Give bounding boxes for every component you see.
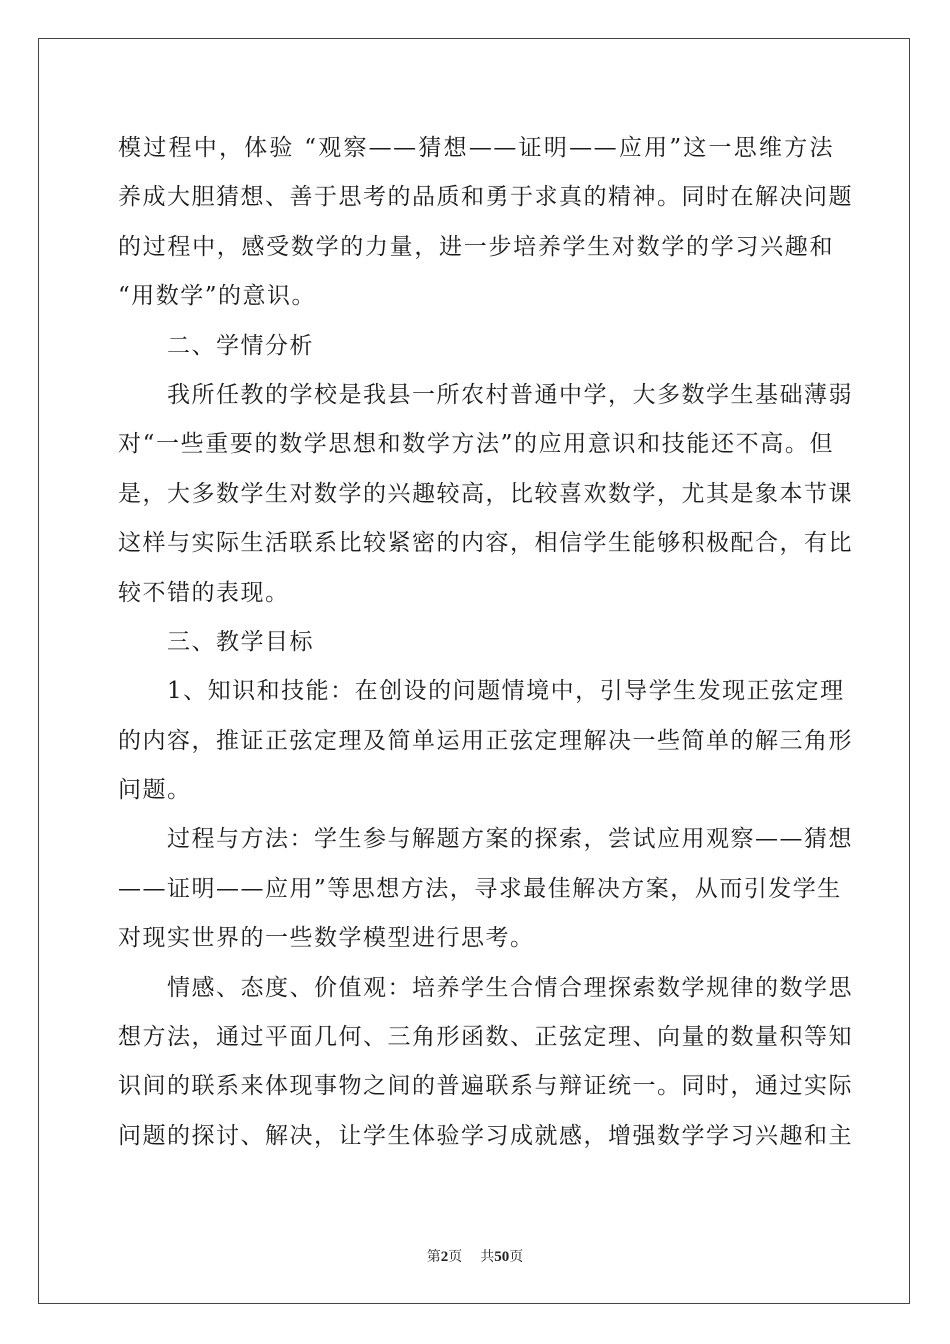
total-pages: 50 [494,1249,510,1265]
text-line: 这样与实际生活联系比较紧密的内容，相信学生能够积极配合，有比 [118,530,853,557]
text-line: 情感、态度、价值观：培养学生合情合理探索数学规律的数学思 [118,974,853,1001]
text-line: 我所任教的学校是我县一所农村普通中学，大多数学生基础薄弱 [118,381,853,408]
total-suffix: 页 [509,1249,524,1265]
text-line: 的过程中，感受数学的力量，进一步培养学生对数学的学习兴趣和 [118,233,834,260]
text-line: 对“一些重要的数学思想和数学方法”的应用意识和技能还不高。但 [118,431,834,458]
document-body [118,124,853,1161]
total-prefix: 共 [480,1249,495,1265]
text-line: 模过程中，体验 “观察——猜想——证明——应用”这一思维方法 [118,135,834,161]
text-line: 过程与方法：学生参与解题方案的探索，尝试应用观察——猜想 [118,826,853,853]
text-line: 是，大多数学生对数学的兴趣较高，比较喜欢数学，尤其是象本节课 [118,480,853,507]
text-line: ——证明——应用”等思想方法，寻求最佳解决方案，从而引发学生 [118,875,842,902]
text-line: 较不错的表现。 [118,579,290,606]
text-line: 对现实世界的一些数学模型进行思考。 [118,925,535,952]
text-line: 想方法，通过平面几何、三角形函数、正弦定理、向量的数量积等知 [118,1024,853,1051]
section-heading: 三、教学目标 [118,628,314,655]
text-line: 识间的联系来体现事物之间的普遍联系与辩证统一。同时，通过实际 [118,1073,853,1100]
text-line: 1、知识和技能：在创设的问题情境中，引导学生发现正弦定理 [118,678,845,705]
page-suffix: 页 [448,1249,463,1265]
text-line: 问题的探讨、解决，让学生体验学习成就感，增强数学学习兴趣和主 [118,1122,853,1149]
text-line: “用数学”的意识。 [118,283,317,310]
section-heading: 二、学情分析 [118,332,314,359]
text-line: 问题。 [118,777,192,804]
page-number: 2 [440,1249,449,1265]
text-line: 养成大胆猜想、善于思考的品质和勇于求真的精神。同时在解决问题 [118,184,853,211]
page-footer [0,1246,950,1266]
page-prefix: 第 [426,1249,441,1265]
text-line: 的内容，推证正弦定理及简单运用正弦定理解决一些简单的解三角形 [118,727,853,754]
